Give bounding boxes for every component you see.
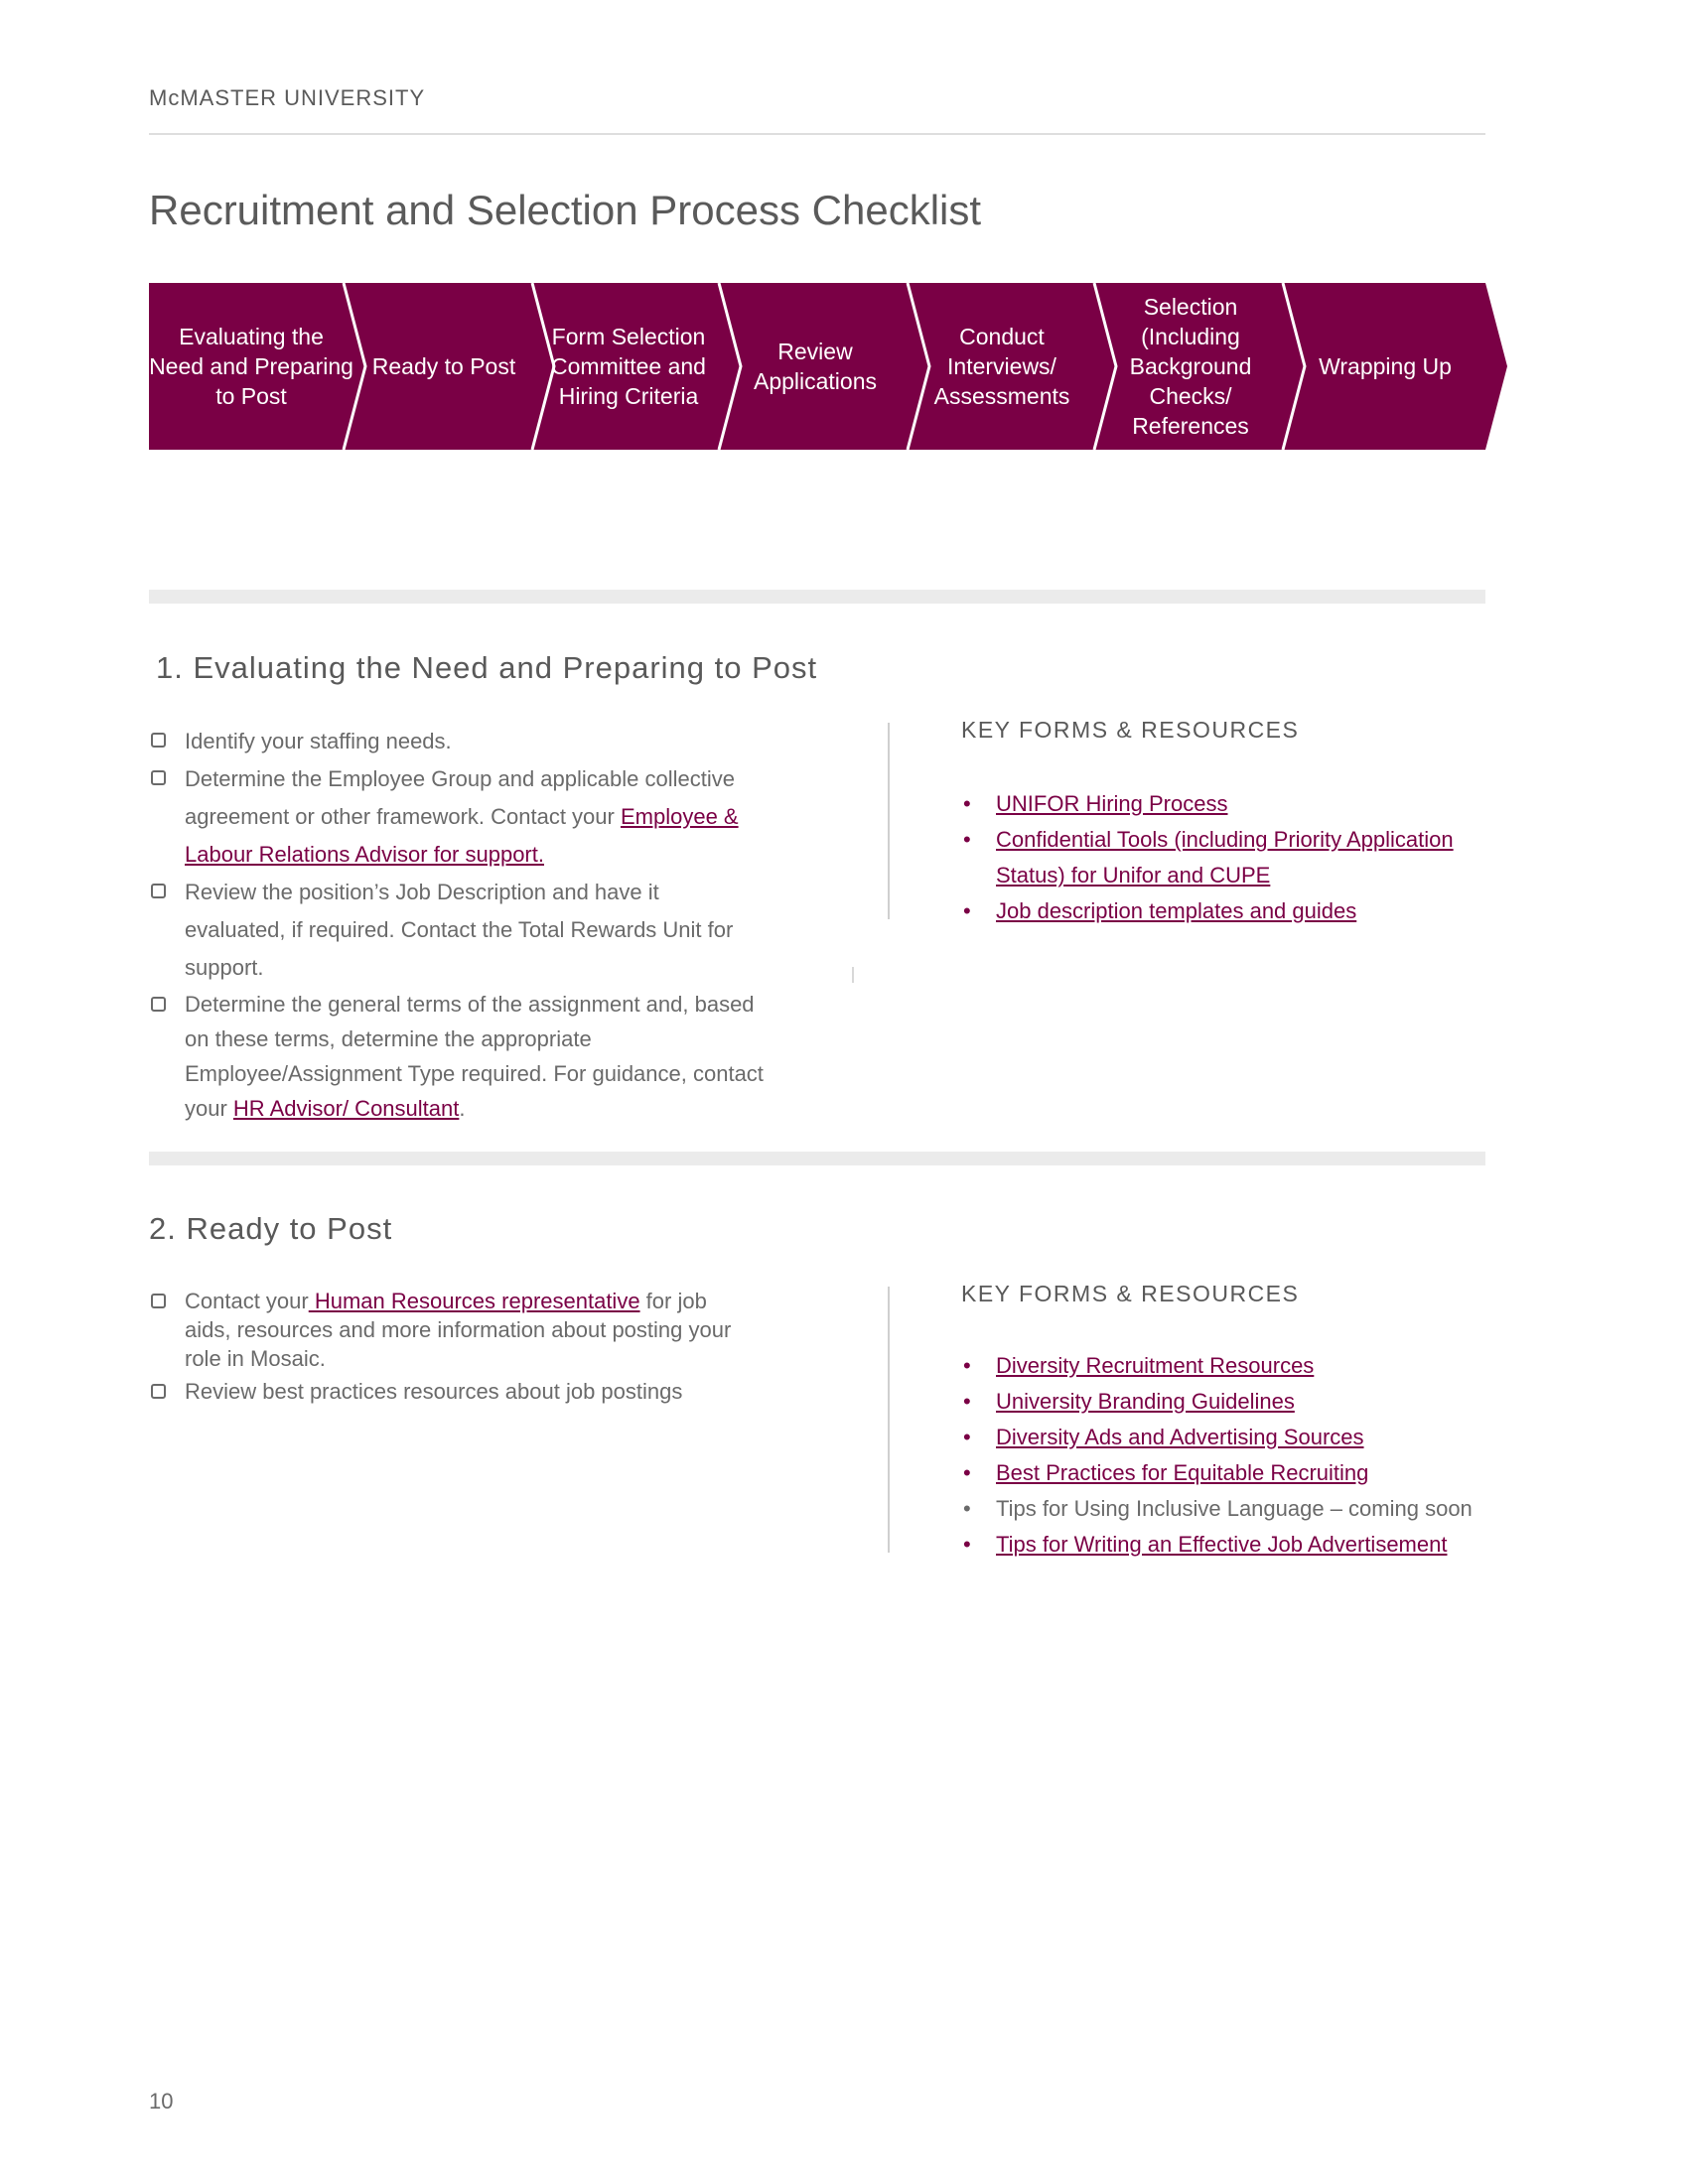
process-step-3 bbox=[540, 283, 717, 450]
process-step-7 bbox=[1291, 283, 1479, 450]
resource-item bbox=[961, 786, 1497, 822]
process-step-5 bbox=[914, 283, 1090, 450]
process-step-4-label: Review Applications bbox=[753, 339, 878, 394]
process-step-2-label: Ready to Post bbox=[371, 353, 516, 379]
process-step-1-label: Evaluating the Need and Preparing to Post bbox=[149, 324, 353, 409]
page-title: Recruitment and Selection Process Checklist bbox=[149, 187, 982, 233]
process-step-4 bbox=[727, 283, 904, 450]
resource-item bbox=[961, 1491, 1497, 1527]
university-name: McMASTER UNIVERSITY bbox=[149, 85, 426, 110]
checkbox-icon[interactable] bbox=[151, 770, 166, 785]
bullet-icon: • bbox=[963, 898, 971, 923]
process-step-1 bbox=[149, 283, 353, 450]
checkbox-icon[interactable] bbox=[151, 997, 166, 1012]
checklist-item-text: Identify your staffing needs. bbox=[185, 729, 452, 753]
resource-link-confidential-tools[interactable]: Confidential Tools (including Priority Application Status) for Unifor and CUPE bbox=[996, 827, 1454, 887]
bullet-icon: • bbox=[963, 1532, 971, 1557]
process-chevron-bar bbox=[149, 283, 1519, 450]
resource-item bbox=[961, 1384, 1497, 1420]
resource-item bbox=[961, 1420, 1497, 1455]
checklist-item[interactable] bbox=[149, 723, 765, 760]
resource-link-diversity-recruitment[interactable]: Diversity Recruitment Resources bbox=[996, 1353, 1315, 1378]
checklist-item-text-end: . bbox=[459, 1096, 466, 1121]
checklist-item[interactable] bbox=[149, 874, 765, 987]
resource-text-inclusive-language: Tips for Using Inclusive Language – coming soon bbox=[996, 1496, 1473, 1521]
resource-link-job-description[interactable]: Job description templates and guides bbox=[996, 898, 1357, 923]
bullet-icon: • bbox=[963, 1353, 971, 1378]
resource-item bbox=[961, 893, 1497, 929]
checkbox-icon[interactable] bbox=[151, 1384, 166, 1399]
hr-advisor-link[interactable]: HR Advisor/ Consultant bbox=[232, 1096, 460, 1121]
checkbox-icon[interactable] bbox=[151, 884, 166, 898]
process-step-2 bbox=[352, 283, 536, 450]
checklist-item-text: Contact your bbox=[185, 1289, 309, 1313]
process-step-6-label: Selection (Including Background Checks/ References bbox=[1129, 294, 1252, 439]
resource-link-diversity-ads[interactable]: Diversity Ads and Advertising Sources bbox=[996, 1425, 1364, 1449]
checklist-item[interactable] bbox=[149, 1287, 745, 1373]
checklist-item-text-end: for job aids, resources and more information about posting your role in Mosaic. bbox=[185, 1289, 732, 1371]
section-1-resources-heading: KEY FORMS & RESOURCES bbox=[961, 717, 1300, 743]
checklist-item[interactable] bbox=[149, 760, 765, 874]
section-1-column-rule bbox=[888, 723, 890, 919]
section-2-resources-heading: KEY FORMS & RESOURCES bbox=[961, 1281, 1300, 1306]
column-tick bbox=[852, 967, 854, 983]
checklist-item-text: Review best practices resources about job postings bbox=[185, 1379, 683, 1404]
section-1-title: 1. Evaluating the Need and Preparing to Post bbox=[156, 650, 818, 685]
bullet-icon: • bbox=[963, 1389, 971, 1414]
bullet-icon: • bbox=[963, 1460, 971, 1485]
section-2-column-rule bbox=[888, 1287, 890, 1553]
resource-item bbox=[961, 1527, 1497, 1563]
section-2-title: 2. Ready to Post bbox=[149, 1211, 393, 1246]
bullet-icon: • bbox=[963, 1425, 971, 1449]
section-1-checklist bbox=[149, 723, 765, 1126]
resource-item bbox=[961, 822, 1497, 893]
employee-labour-relations-link[interactable]: Employee & Labour Relations Advisor for support. bbox=[185, 804, 739, 867]
bullet-icon: • bbox=[963, 827, 971, 852]
checklist-item[interactable] bbox=[149, 987, 765, 1126]
resource-link-equitable-recruiting[interactable]: Best Practices for Equitable Recruiting bbox=[996, 1460, 1369, 1485]
hr-representative-link[interactable]: Human Resources representative bbox=[308, 1289, 640, 1313]
resource-item bbox=[961, 1455, 1497, 1491]
section-2-checklist bbox=[149, 1287, 745, 1406]
checklist-item[interactable] bbox=[149, 1377, 745, 1406]
checklist-item-text: Review the position’s Job Description and have it evaluated, if required. Contact the Total Rewards Unit for support. bbox=[185, 880, 734, 980]
resource-link-job-advertisement[interactable]: Tips for Writing an Effective Job Advertisement bbox=[996, 1532, 1448, 1557]
page-number: 10 bbox=[149, 2089, 174, 2114]
section-1-divider bbox=[149, 590, 1485, 604]
process-step-6 bbox=[1102, 283, 1279, 450]
resource-item bbox=[961, 1348, 1497, 1384]
resource-link-branding-guidelines[interactable]: University Branding Guidelines bbox=[996, 1389, 1295, 1414]
process-step-3-label: Form Selection Committee and Hiring Criteria bbox=[551, 324, 706, 409]
process-step-7-label: Wrapping Up bbox=[1319, 353, 1452, 379]
resource-link-unifor-hiring[interactable]: UNIFOR Hiring Process bbox=[996, 791, 1228, 816]
checkbox-icon[interactable] bbox=[151, 733, 166, 748]
checklist-item-text: Determine the general terms of the assignment and, based on these terms, determine the appropriate Employee/Assignment Type required. For guidance, contact your bbox=[185, 992, 764, 1121]
bullet-icon: • bbox=[963, 791, 971, 816]
checklist-item-text: Determine the Employee Group and applicable collective agreement or other framework. Contact your bbox=[185, 766, 735, 829]
bullet-icon: • bbox=[963, 1496, 971, 1521]
process-step-5-label: Conduct Interviews/ Assessments bbox=[933, 324, 1070, 409]
header-rule bbox=[149, 133, 1485, 135]
section-2-resources bbox=[961, 1348, 1497, 1563]
section-1-resources bbox=[961, 786, 1497, 929]
section-2-divider bbox=[149, 1152, 1485, 1165]
checkbox-icon[interactable] bbox=[151, 1294, 166, 1308]
